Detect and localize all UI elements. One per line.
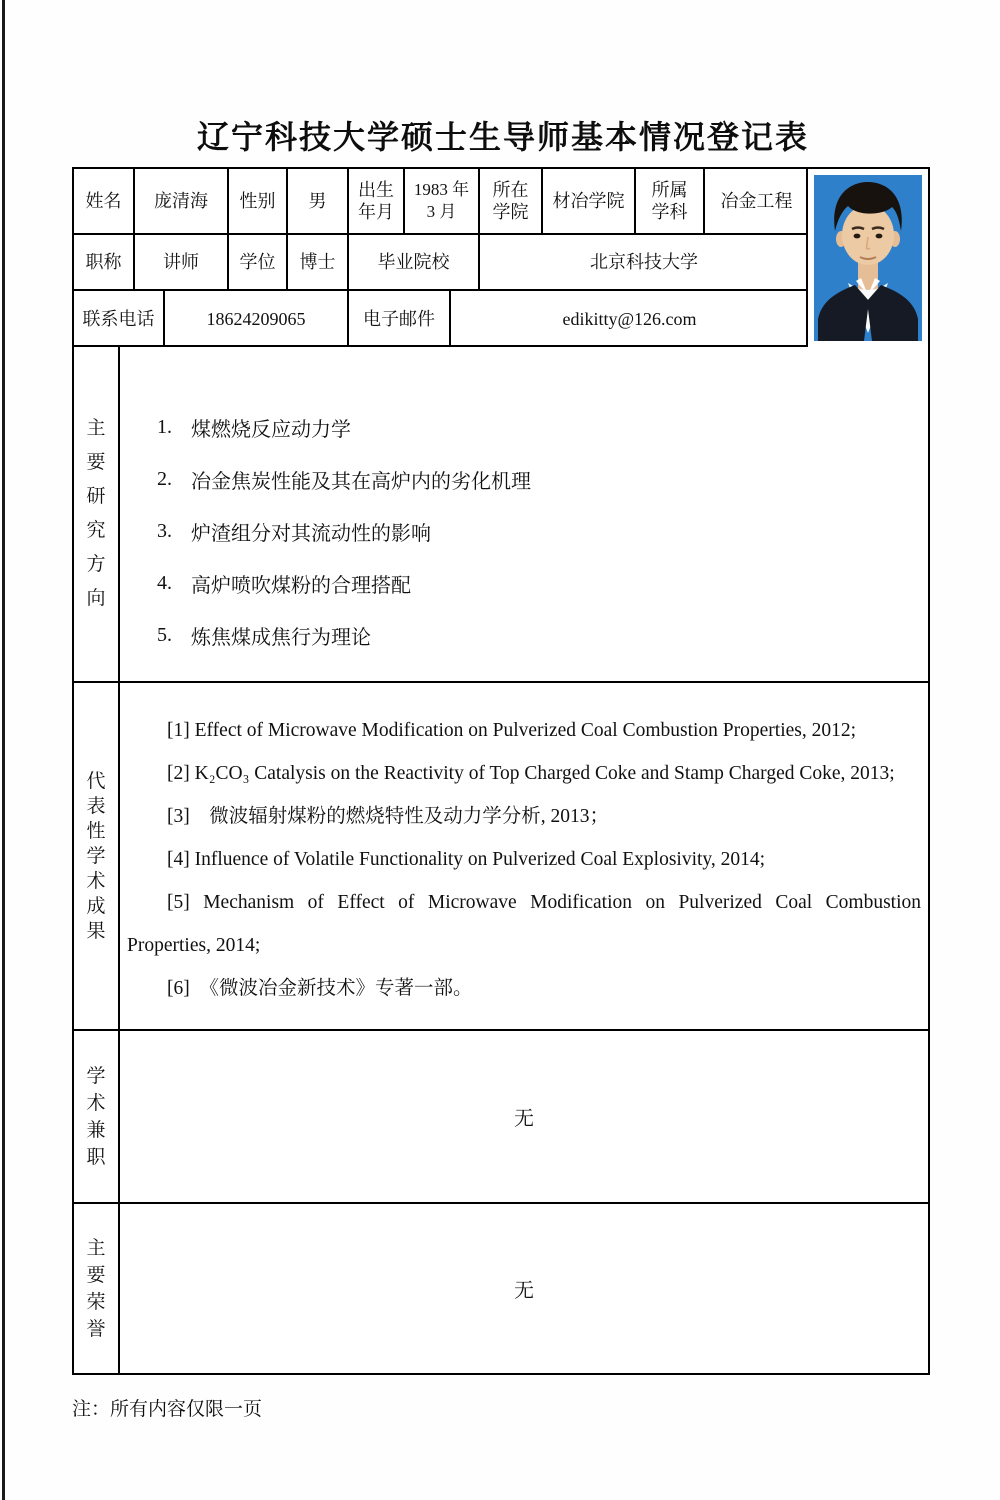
list-item xyxy=(157,609,918,661)
alma-mater-value: 北京科技大学 xyxy=(590,252,698,272)
honors-label: 主要荣誉 xyxy=(86,1237,106,1340)
gender-value: 男 xyxy=(288,169,349,233)
birth-value xyxy=(405,169,480,233)
registration-table xyxy=(72,167,930,1375)
basic-info-rows xyxy=(74,169,808,347)
item-number: 3. xyxy=(157,519,172,542)
item-text: 高炉喷吹煤粉的合理搭配 xyxy=(191,574,411,597)
list-item: [2] K₂CO₃ Catalysis on the Reactivity of Top Charged Coke and Stamp Charged Coke, 2013; xyxy=(167,763,895,784)
gender-label: 性别 xyxy=(229,169,288,233)
item-number: 5. xyxy=(157,623,172,646)
table-row-contact xyxy=(74,291,808,347)
research-label-cell xyxy=(74,347,120,681)
honors-label-cell xyxy=(74,1204,120,1373)
achievements-label-cell xyxy=(74,683,120,1029)
achievements-content xyxy=(120,683,928,1029)
list-item: [3] 微波辐射煤粉的燃烧特性及动力学分析, 2013； xyxy=(167,806,609,827)
college-label-text: 所在学院 xyxy=(492,180,529,222)
item-text: 炼焦煤成焦行为理论 xyxy=(191,626,371,649)
list-item xyxy=(157,401,918,453)
email-value: edikitty@126.com xyxy=(562,309,697,329)
achievements-label: 代表性学术成果 xyxy=(86,770,106,942)
basic-info-block xyxy=(74,169,928,347)
title-value: 讲师 xyxy=(135,235,229,289)
section-research xyxy=(74,347,928,683)
table-row-position xyxy=(74,235,808,291)
discipline-label xyxy=(636,169,705,233)
list-item xyxy=(157,505,918,557)
page-title: 辽宁科技大学硕士生导师基本情况登记表 xyxy=(196,119,809,155)
item-text: 炉渣组分对其流动性的影响 xyxy=(191,522,431,545)
birth-year: 1983 年 xyxy=(413,180,470,199)
academic-positions-label: 学术兼职 xyxy=(86,1065,106,1168)
degree-value: 博士 xyxy=(288,235,349,289)
discipline-value: 冶金工程 xyxy=(720,191,793,211)
list-item: [4] Influence of Volatile Functionality on Pulverized Coal Explosivity, 2014; xyxy=(167,849,766,870)
college-label xyxy=(480,169,543,233)
section-achievements xyxy=(74,683,928,1031)
item-number: 1. xyxy=(157,415,172,438)
name-value: 庞清海 xyxy=(135,169,229,233)
phone-label: 联系电话 xyxy=(74,291,165,347)
academic-positions-label-cell xyxy=(74,1031,120,1202)
name-label: 姓名 xyxy=(74,169,135,233)
title-label: 职称 xyxy=(74,235,135,289)
research-label: 主要研究方向 xyxy=(86,418,106,609)
honors-value: 无 xyxy=(514,1280,534,1302)
section-honors xyxy=(74,1204,928,1373)
birth-label xyxy=(349,169,405,233)
research-content xyxy=(120,347,928,681)
email-label: 电子邮件 xyxy=(349,291,451,347)
phone-value: 18624209065 xyxy=(165,291,349,347)
list-item: [5] Mechanism of Effect of Microwave Modification on Pulverized Coal Combustion Properties, 2014; xyxy=(127,892,921,956)
academic-positions-value: 无 xyxy=(514,1108,534,1130)
list-item: [1] Effect of Microwave Modification on Pulverized Coal Combustion Properties, 2012; xyxy=(167,720,857,741)
item-text: 冶金焦炭性能及其在高炉内的劣化机理 xyxy=(191,470,531,493)
achievements-list xyxy=(120,683,928,1010)
academic-positions-content xyxy=(120,1031,928,1202)
honors-content xyxy=(120,1204,928,1373)
footnote: 注：所有内容仅限一页 xyxy=(72,1399,263,1420)
scan-edge-line xyxy=(2,0,5,1500)
birth-label-text: 出生年月 xyxy=(358,180,394,222)
item-number: 4. xyxy=(157,571,172,594)
alma-mater-label: 毕业院校 xyxy=(349,235,480,289)
discipline-label-text: 所属学科 xyxy=(651,180,688,222)
list-item: [6] 《微波冶金新技术》专著一部。 xyxy=(167,978,473,999)
college-value: 材冶学院 xyxy=(543,169,636,233)
birth-month: 3 月 xyxy=(426,202,457,221)
item-text: 煤燃烧反应动力学 xyxy=(191,418,351,441)
degree-label: 学位 xyxy=(229,235,288,289)
list-item xyxy=(157,453,918,505)
item-number: 2. xyxy=(157,467,172,490)
research-list xyxy=(120,347,928,661)
list-item xyxy=(157,557,918,609)
id-photo xyxy=(814,175,922,341)
section-academic-positions xyxy=(74,1031,928,1204)
table-row-identity xyxy=(74,169,808,235)
photo-cell xyxy=(806,169,928,347)
